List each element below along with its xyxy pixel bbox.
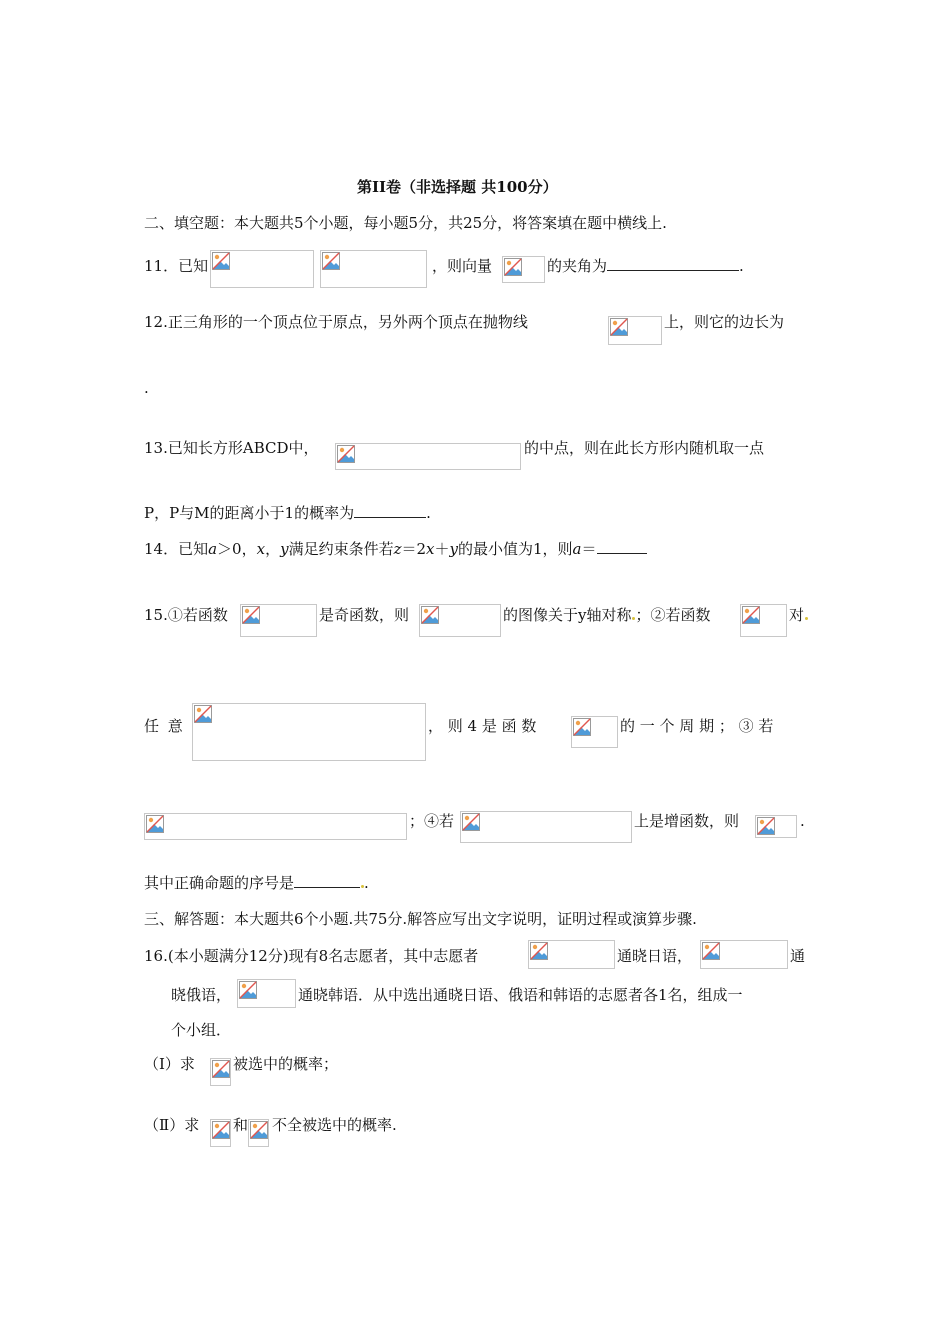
q13-probability-text: P，P与M的距离小于1的概率为 — [144, 504, 355, 522]
formula-image — [210, 1058, 231, 1086]
q11-text-2 — [547, 256, 744, 276]
q12-prefix: 12.正三角形的一个顶点位于原点，另外两个顶点在抛物线 — [144, 313, 528, 331]
formula-image — [210, 250, 314, 288]
formula-image — [237, 979, 296, 1008]
section-2-heading: 二、填空题：本大题共5个小题，每小题5分，共25分，将答案填在题中横线上. — [144, 214, 667, 232]
q12-text: 上，则它的边长为 — [664, 313, 785, 331]
broken-image-icon — [194, 705, 212, 723]
q15-text-j: . — [800, 812, 805, 830]
broken-image-icon — [146, 815, 164, 833]
answer-blank — [354, 503, 426, 518]
q14-prefix: 14．已知 — [144, 540, 209, 558]
formula-image — [192, 703, 426, 761]
formula-image — [248, 1119, 269, 1147]
conclusion-line — [144, 873, 369, 893]
q15-symmetry: 的图像关于y轴对称 — [503, 606, 632, 624]
broken-image-icon — [337, 445, 355, 463]
var-z: z — [393, 540, 402, 558]
q14-eq: ＝2 — [401, 540, 427, 558]
formula-image — [320, 250, 427, 288]
q16-text-d: 晓俄语， — [171, 986, 232, 1004]
broken-image-icon — [462, 813, 480, 831]
q16-text-b: 通晓日语， — [617, 947, 693, 965]
q16-text-f: 个小组． — [171, 1021, 232, 1039]
broken-image-icon — [250, 1121, 268, 1139]
q15-text-h: ；④若 — [409, 812, 455, 830]
broken-image-icon — [212, 1060, 230, 1078]
q13-prefix: 13.已知长方形ABCD中， — [144, 439, 319, 457]
q14-plus: ＋ — [434, 540, 450, 558]
conclusion-end: . — [364, 874, 369, 892]
broken-image-icon — [239, 981, 257, 999]
var-x: x — [256, 540, 266, 558]
var-x: x — [426, 540, 435, 558]
broken-image-icon — [573, 718, 591, 736]
broken-image-icon — [742, 606, 760, 624]
broken-image-icon — [610, 318, 628, 336]
q14-line — [144, 539, 647, 559]
q15-if-function: ；②若函数 — [635, 606, 711, 624]
formula-image — [502, 256, 545, 283]
q11-prefix: 11．已知 — [144, 257, 209, 275]
q14-constraint: 满足约束条件若 — [288, 540, 394, 558]
q15-text-g: 的 一 个 周 期 ； ③ 若 — [620, 717, 774, 735]
q15-text-i: 上是增函数，则 — [634, 812, 740, 830]
comma: ， — [265, 540, 281, 558]
formula-image — [528, 940, 615, 969]
formula-image — [419, 604, 501, 637]
broken-image-icon — [530, 942, 548, 960]
q16-part1-text: 被选中的概率； — [233, 1055, 339, 1073]
formula-image — [144, 813, 407, 840]
marker-dot — [805, 617, 808, 620]
q12-end: . — [144, 379, 149, 397]
broken-image-icon — [421, 606, 439, 624]
formula-image — [335, 443, 521, 470]
q16-part1-prefix: （Ⅰ）求 — [144, 1055, 195, 1073]
q14-equals: ＝ — [581, 540, 597, 558]
q15-text-b: 是奇函数，则 — [319, 606, 410, 624]
formula-image — [740, 604, 787, 637]
q16-part2-and: 和 — [233, 1116, 249, 1134]
conclusion-text: 其中正确命题的序号是 — [144, 874, 295, 892]
answer-blank — [294, 873, 360, 888]
q14-cond: ＞0， — [217, 540, 257, 558]
q15-text-f: ， 则 4 是 函 数 — [428, 717, 537, 735]
var-a: a — [572, 540, 582, 558]
broken-image-icon — [322, 252, 340, 270]
q15-dui: 对 — [789, 606, 805, 624]
q16-part2-prefix: （Ⅱ）求 — [144, 1116, 200, 1134]
q11-end: . — [739, 257, 744, 275]
section-3-heading: 三、解答题：本大题共6个小题.共75分.解答应写出文字说明，证明过程或演算步骤. — [144, 910, 697, 928]
broken-image-icon — [242, 606, 260, 624]
part-title: 第II卷（非选择题 共100分） — [357, 178, 558, 196]
q15-text-e: 任 意 — [144, 717, 185, 735]
q16-part2-text: 不全被选中的概率. — [272, 1116, 397, 1134]
formula-image — [460, 811, 632, 843]
formula-image — [608, 316, 662, 345]
formula-image — [571, 716, 618, 748]
formula-image — [700, 940, 788, 969]
q14-min: 的最小值为1，则 — [458, 540, 573, 558]
q15-text-d — [789, 605, 808, 625]
broken-image-icon — [757, 817, 775, 835]
q16-prefix: 16.(本小题满分12分)现有8名志愿者，其中志愿者 — [144, 947, 479, 965]
broken-image-icon — [702, 942, 720, 960]
broken-image-icon — [212, 252, 230, 270]
q13-line2 — [144, 503, 431, 523]
broken-image-icon — [212, 1121, 230, 1139]
var-y: y — [449, 540, 458, 558]
formula-image — [240, 604, 317, 637]
formula-image — [755, 815, 797, 838]
answer-blank — [597, 539, 647, 554]
var-y: y — [280, 540, 289, 558]
q11-angle-label: 的夹角为 — [547, 257, 608, 275]
q15-prefix: 15.①若函数 — [144, 606, 228, 624]
q16-text-c: 通 — [790, 947, 806, 965]
var-a: a — [208, 540, 218, 558]
q13-text: 的中点，则在此长方形内随机取一点 — [524, 439, 765, 457]
q11-text: ，则向量 — [432, 257, 493, 275]
q15-text-c — [503, 605, 711, 625]
broken-image-icon — [504, 258, 522, 276]
formula-image — [210, 1119, 231, 1147]
answer-blank — [607, 256, 739, 271]
q16-text-e: 通晓韩语．从中选出通晓日语、俄语和韩语的志愿者各1名，组成一 — [298, 986, 743, 1004]
q13-end: . — [426, 504, 431, 522]
